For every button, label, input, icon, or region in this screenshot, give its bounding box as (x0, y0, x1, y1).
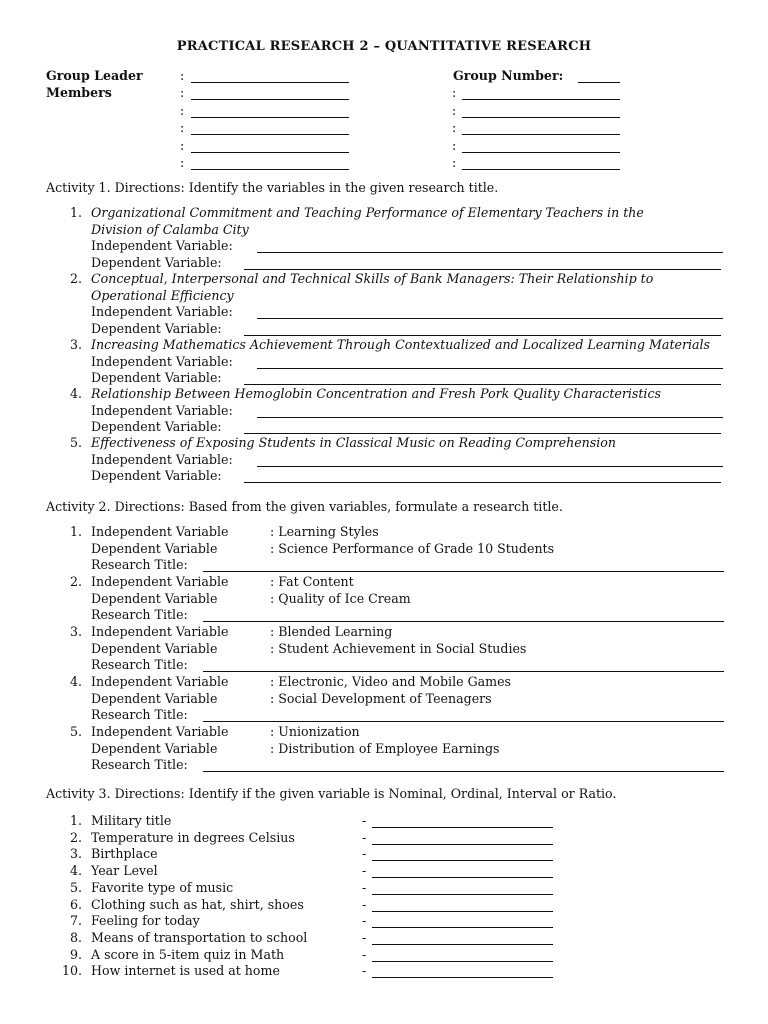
variable-text: Clothing such as hat, shirt, shoes (91, 896, 304, 912)
answer-field[interactable] (372, 943, 553, 945)
colon-right: : (452, 85, 457, 101)
colon-right: : (452, 155, 457, 170)
research-title-line: Relationship Between Hemoglobin Concentration and Fresh Pork Quality Characteristics (91, 386, 661, 401)
variable-text: Means of transportation to school (91, 929, 308, 945)
item-number: 2. (69, 829, 82, 845)
research-title-line: Organizational Commitment and Teaching Performance of Elementary Teachers in the (91, 205, 644, 220)
item-number: 1. (69, 813, 82, 828)
colon-right: : (452, 120, 457, 136)
dependent-variable-value: : Social Development of Teenagers (270, 690, 492, 706)
research-title-label: Research Title: (91, 657, 188, 673)
member-field[interactable] (462, 116, 620, 118)
dependent-variable-value: : Distribution of Employee Earnings (270, 740, 500, 756)
dependent-variable-value: : Science Performance of Grade 10 Students (270, 540, 555, 556)
dash: - (362, 813, 367, 828)
dependent-variable-value: : Student Achievement in Social Studies (270, 640, 527, 656)
item-number: 4. (69, 386, 82, 401)
colon-right: : (452, 137, 457, 153)
item-number: 8. (69, 929, 82, 945)
group-number-label: Group Number: (453, 68, 564, 83)
independent-variable-label: Independent Variable: (91, 238, 233, 254)
group-leader-field[interactable] (191, 81, 349, 83)
research-title-field[interactable] (203, 670, 724, 672)
item-number: 3. (69, 337, 82, 352)
dependent-variable-field[interactable] (244, 383, 721, 385)
members-label: Members (46, 85, 112, 100)
independent-variable-value: : Learning Styles (270, 524, 379, 539)
answer-field[interactable] (372, 826, 553, 828)
dash: - (362, 913, 367, 929)
research-title-line: Operational Efficiency (91, 287, 234, 303)
dash: - (362, 829, 367, 845)
dependent-variable-label: Dependent Variable: (91, 468, 222, 484)
variable-text: Year Level (91, 863, 158, 879)
answer-field[interactable] (372, 893, 553, 895)
colon-left: : (180, 120, 185, 136)
colon-left: : (180, 85, 185, 101)
independent-variable-value: : Unionization (270, 724, 360, 739)
independent-variable-field[interactable] (257, 465, 723, 467)
member-field[interactable] (462, 151, 620, 153)
item-number: 5. (69, 724, 82, 739)
answer-field[interactable] (372, 926, 553, 928)
item-number: 5. (69, 435, 82, 450)
research-title-field[interactable] (203, 720, 724, 722)
dependent-variable-field[interactable] (244, 432, 721, 434)
research-title-field[interactable] (203, 620, 724, 622)
variable-text: How internet is used at home (91, 963, 280, 979)
member-field[interactable] (191, 133, 349, 135)
item-number: 2. (69, 271, 82, 286)
page-title: PRACTICAL RESEARCH 2 – QUANTITATIVE RESEARCH (176, 39, 592, 54)
independent-variable-value: : Fat Content (270, 574, 354, 589)
dependent-variable-field[interactable] (244, 268, 721, 270)
item-number: 4. (69, 674, 82, 689)
dash: - (362, 929, 367, 945)
answer-field[interactable] (372, 910, 553, 912)
research-title-line: Increasing Mathematics Achievement Through Contextualized and Localized Learning Materials (91, 337, 711, 352)
dash: - (362, 946, 367, 962)
independent-variable-field[interactable] (257, 251, 723, 253)
research-title-field[interactable] (203, 770, 724, 772)
activity-2-directions: Activity 2. Directions: Based from the given variables, formulate a research title. (46, 499, 563, 514)
member-field[interactable] (191, 98, 349, 100)
activity-3-directions: Activity 3. Directions: Identify if the given variable is Nominal, Ordinal, Interval or Ratio. (46, 786, 617, 801)
research-title-label: Research Title: (91, 557, 188, 573)
independent-variable-value: : Electronic, Video and Mobile Games (270, 674, 511, 689)
dependent-variable-value: : Quality of Ice Cream (270, 590, 411, 606)
variable-text: Birthplace (91, 846, 158, 862)
answer-field[interactable] (372, 976, 553, 978)
research-title-label: Research Title: (91, 757, 188, 773)
dependent-variable-label: Dependent Variable: (91, 370, 222, 386)
member-field[interactable] (191, 168, 349, 170)
dependent-variable-field[interactable] (244, 334, 721, 336)
activity-1-directions: Activity 1. Directions: Identify the variables in the given research title. (46, 180, 499, 195)
independent-variable-label: Independent Variable: (91, 304, 233, 320)
research-title-line: Division of Calamba City (91, 221, 249, 237)
colon-left: : (180, 102, 185, 118)
item-number: 5. (69, 879, 82, 895)
answer-field[interactable] (372, 859, 553, 861)
independent-variable-label: Independent Variable (91, 674, 229, 689)
research-title-field[interactable] (203, 570, 724, 572)
answer-field[interactable] (372, 960, 553, 962)
colon-left: : (180, 155, 185, 170)
variable-text: Temperature in degrees Celsius (91, 829, 295, 845)
dash: - (362, 896, 367, 912)
member-field[interactable] (462, 133, 620, 135)
dependent-variable-label: Dependent Variable (91, 640, 218, 656)
independent-variable-label: Independent Variable (91, 624, 229, 639)
dependent-variable-label: Dependent Variable: (91, 320, 222, 336)
colon-right: : (452, 102, 457, 118)
dash: - (362, 863, 367, 879)
independent-variable-field[interactable] (257, 367, 723, 369)
research-title-label: Research Title: (91, 707, 188, 723)
dependent-variable-field[interactable] (244, 481, 721, 483)
independent-variable-label: Independent Variable (91, 724, 229, 739)
item-number: 3. (69, 846, 82, 862)
item-number: 2. (69, 574, 82, 589)
member-field[interactable] (191, 116, 349, 118)
group-leader-label: Group Leader (46, 68, 143, 83)
item-number: 10. (61, 963, 82, 979)
research-title-line: Effectiveness of Exposing Students in Classical Music on Reading Comprehension (91, 435, 616, 450)
dependent-variable-label: Dependent Variable: (91, 419, 222, 435)
dependent-variable-label: Dependent Variable (91, 540, 218, 556)
variable-text: Favorite type of music (91, 879, 234, 895)
research-title-label: Research Title: (91, 607, 188, 623)
dependent-variable-label: Dependent Variable (91, 690, 218, 706)
item-number: 1. (69, 524, 82, 539)
item-number: 6. (69, 896, 82, 912)
dependent-variable-label: Dependent Variable: (91, 254, 222, 270)
independent-variable-label: Independent Variable (91, 524, 229, 539)
dependent-variable-label: Dependent Variable (91, 740, 218, 756)
independent-variable-label: Independent Variable: (91, 353, 233, 369)
member-field[interactable] (462, 168, 620, 170)
member-field[interactable] (191, 151, 349, 153)
item-number: 7. (69, 913, 82, 929)
item-number: 1. (69, 205, 82, 220)
dash: - (362, 846, 367, 862)
member-field[interactable] (462, 98, 620, 100)
variable-text: A score in 5-item quiz in Math (91, 946, 285, 962)
independent-variable-label: Independent Variable (91, 574, 229, 589)
independent-variable-label: Independent Variable: (91, 402, 233, 418)
dash: - (362, 879, 367, 895)
independent-variable-field[interactable] (257, 317, 723, 319)
item-number: 3. (69, 624, 82, 639)
answer-field[interactable] (372, 876, 553, 878)
variable-text: Feeling for today (91, 913, 200, 929)
dash: - (362, 963, 367, 979)
answer-field[interactable] (372, 843, 553, 845)
item-number: 4. (69, 863, 82, 879)
item-number: 9. (69, 946, 82, 962)
variable-text: Military title (91, 813, 172, 828)
colon-left: : (180, 68, 185, 83)
dependent-variable-label: Dependent Variable (91, 590, 218, 606)
independent-variable-value: : Blended Learning (270, 624, 393, 639)
group-number-field[interactable] (578, 81, 620, 83)
independent-variable-field[interactable] (257, 416, 723, 418)
independent-variable-label: Independent Variable: (91, 451, 233, 467)
research-title-line: Conceptual, Interpersonal and Technical Skills of Bank Managers: Their Relationship to (91, 271, 654, 286)
colon-left: : (180, 137, 185, 153)
